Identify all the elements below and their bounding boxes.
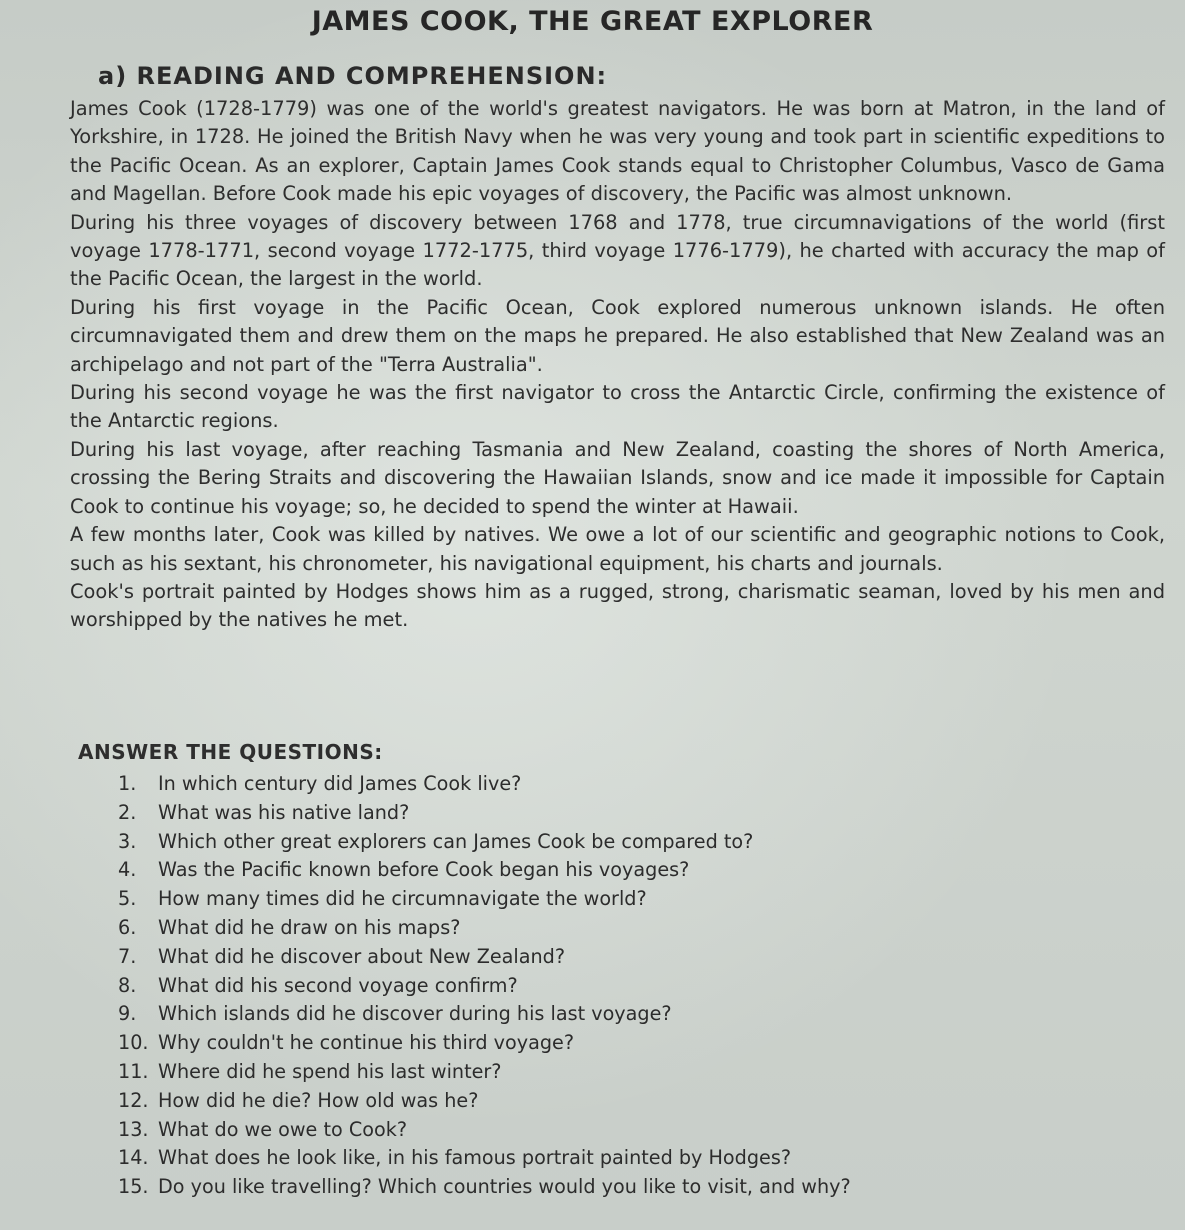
question-item	[118, 914, 851, 943]
question-item	[118, 770, 851, 799]
question-number: 1.	[118, 772, 137, 795]
reading-paragraph: Cook's portrait painted by Hodges shows him as a rugged, strong, charismatic seaman, loved by his men and worshipped by the natives he met.	[70, 579, 1165, 632]
question-number: 5.	[118, 887, 137, 911]
question-number: 2.	[118, 800, 137, 824]
question-text: What do we owe to Cook?	[158, 1117, 407, 1141]
question-number: 8.	[118, 973, 137, 997]
question-text: What was his native land?	[158, 800, 410, 824]
question-item	[118, 799, 851, 828]
reading-paragraph: During his first voyage in the Pacific Ocean, Cook explored numerous unknown islands. He often circumnavigated them and drew them on the maps he prepared. He also established that New Zealand was an archipelago and not part of the "Terra Australia".	[70, 295, 1165, 376]
reading-paragraph: During his three voyages of discovery between 1768 and 1778, true circumnavigations of the world (first voyage 1778-1771, second voyage 1772-1775, third voyage 1776-1779), he charted with accuracy the map of the Pacific Ocean, the largest in the world.	[70, 210, 1165, 291]
question-item	[118, 828, 851, 857]
question-number: 12.	[118, 1088, 149, 1112]
question-item	[118, 1058, 851, 1087]
question-text: How many times did he circumnavigate the world?	[158, 887, 647, 911]
question-text: Which other great explorers can James Cook be compared to?	[158, 829, 754, 853]
question-number: 13.	[118, 1117, 149, 1141]
question-number: 15.	[118, 1175, 149, 1199]
question-text: In which century did James Cook live?	[158, 772, 522, 795]
question-text: What did his second voyage confirm?	[158, 973, 518, 997]
reading-passage	[70, 95, 1165, 635]
question-text: Why couldn't he continue his third voyage?	[158, 1031, 575, 1055]
question-item	[118, 856, 851, 885]
question-text: Where did he spend his last winter?	[158, 1059, 502, 1083]
question-item	[118, 972, 851, 1001]
reading-paragraph: During his second voyage he was the first navigator to cross the Antarctic Circle, confirming the existence of the Antarctic regions.	[70, 381, 1165, 433]
question-text: How did he die? How old was he?	[158, 1088, 479, 1112]
question-item	[118, 1000, 851, 1029]
question-item	[118, 1087, 851, 1116]
reading-paragraph: During his last voyage, after reaching Tasmania and New Zealand, coasting the shores of North America, crossing the Bering Straits and discovering the Hawaiian Islands, snow and ice made it impossible for Captain Cook to continue his voyage; so, he decided to spend the winter at Hawaii.	[70, 437, 1165, 518]
reading-paragraph: A few months later, Cook was killed by natives. We owe a lot of our scientific and geographic notions to Cook, such as his sextant, his chronometer, his navigational equipment, his charts and journals.	[70, 523, 1165, 575]
question-number: 11.	[118, 1059, 149, 1083]
question-text: What does he look like, in his famous portrait painted by Hodges?	[158, 1146, 791, 1170]
page-title: JAMES COOK, THE GREAT EXPLORER	[311, 6, 874, 37]
question-number: 6.	[118, 915, 137, 939]
question-item	[118, 1029, 851, 1058]
question-number: 14.	[118, 1146, 149, 1170]
question-number: 9.	[118, 1002, 137, 1026]
question-text: Do you like travelling? Which countries would you like to visit, and why?	[158, 1175, 851, 1199]
question-text: What did he draw on his maps?	[158, 915, 461, 939]
question-number: 10.	[118, 1031, 149, 1055]
section-heading-reading: a) READING AND COMPREHENSION:	[98, 62, 608, 90]
question-text: Which islands did he discover during his last voyage?	[158, 1002, 672, 1026]
question-item	[118, 1173, 851, 1202]
question-item	[118, 1116, 851, 1145]
question-list	[118, 770, 851, 1202]
question-number: 3.	[118, 829, 137, 853]
question-item	[118, 885, 851, 914]
question-text: Was the Pacific known before Cook began his voyages?	[158, 858, 690, 882]
question-number: 7.	[118, 944, 137, 968]
questions-heading: ANSWER THE QUESTIONS:	[78, 740, 383, 764]
question-number: 4.	[118, 858, 137, 882]
reading-paragraph: James Cook (1728-1779) was one of the world's greatest navigators. He was born at Matron, in the land of Yorkshire, in 1728. He joined the British Navy when he was very young and took part in scientific expeditions to the Pacific Ocean. As an explorer, Captain James Cook stands equal to Christopher Columbus, Vasco de Gama and Magellan. Before Cook made his epic voyages of discovery, the Pacific was almost unknown.	[70, 97, 1165, 206]
question-item	[118, 943, 851, 972]
question-item	[118, 1144, 851, 1173]
question-text: What did he discover about New Zealand?	[158, 944, 566, 968]
